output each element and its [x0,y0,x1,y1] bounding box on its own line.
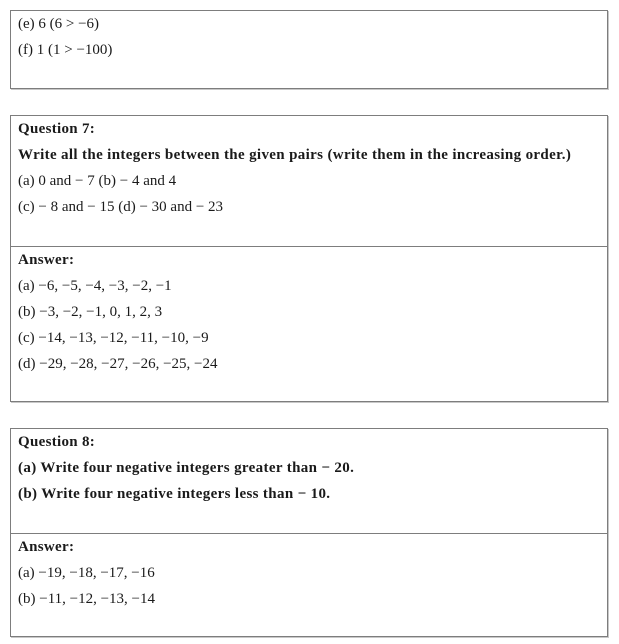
question-7-part-ab: (a) 0 and − 7 (b) − 4 and 4 [18,173,177,189]
question-7-answer-c: (c) −14, −13, −12, −11, −10, −9 [18,330,209,346]
question-8-answer-label: Answer: [18,539,75,555]
question-7-part-cd: (c) − 8 and − 15 (d) − 30 and − 23 [18,199,224,215]
question-7-box [10,115,608,402]
question-7-answer-b: (b) −3, −2, −1, 0, 1, 2, 3 [18,304,163,320]
question-8-box [10,428,608,637]
question-7-section [11,116,607,246]
answer-line-f: (f) 1 (1 > −100) [18,42,113,58]
question-7-answer-section [11,246,607,401]
question-7-title: Question 7: [18,121,96,137]
previous-answer-section [11,11,607,63]
answer-line-e: (e) 6 (6 > −6) [18,16,100,32]
previous-answer-box [10,10,608,89]
question-8-section [11,429,607,533]
question-8-answer-b: (b) −11, −12, −13, −14 [18,591,156,607]
question-8-answer-a: (a) −19, −18, −17, −16 [18,565,155,581]
question-8-title: Question 8: [18,434,96,450]
question-8-answer-section [11,533,607,636]
question-7-answer-d: (d) −29, −28, −27, −26, −25, −24 [18,356,218,372]
question-8-prompt-b: (b) Write four negative integers less than − 10. [18,486,331,502]
question-7-answer-a: (a) −6, −5, −4, −3, −2, −1 [18,278,172,294]
question-7-answer-label: Answer: [18,252,75,268]
question-7-prompt: Write all the integers between the given pairs (write them in the increasing order.) [18,147,572,163]
question-8-prompt-a: (a) Write four negative integers greater than − 20. [18,460,355,476]
